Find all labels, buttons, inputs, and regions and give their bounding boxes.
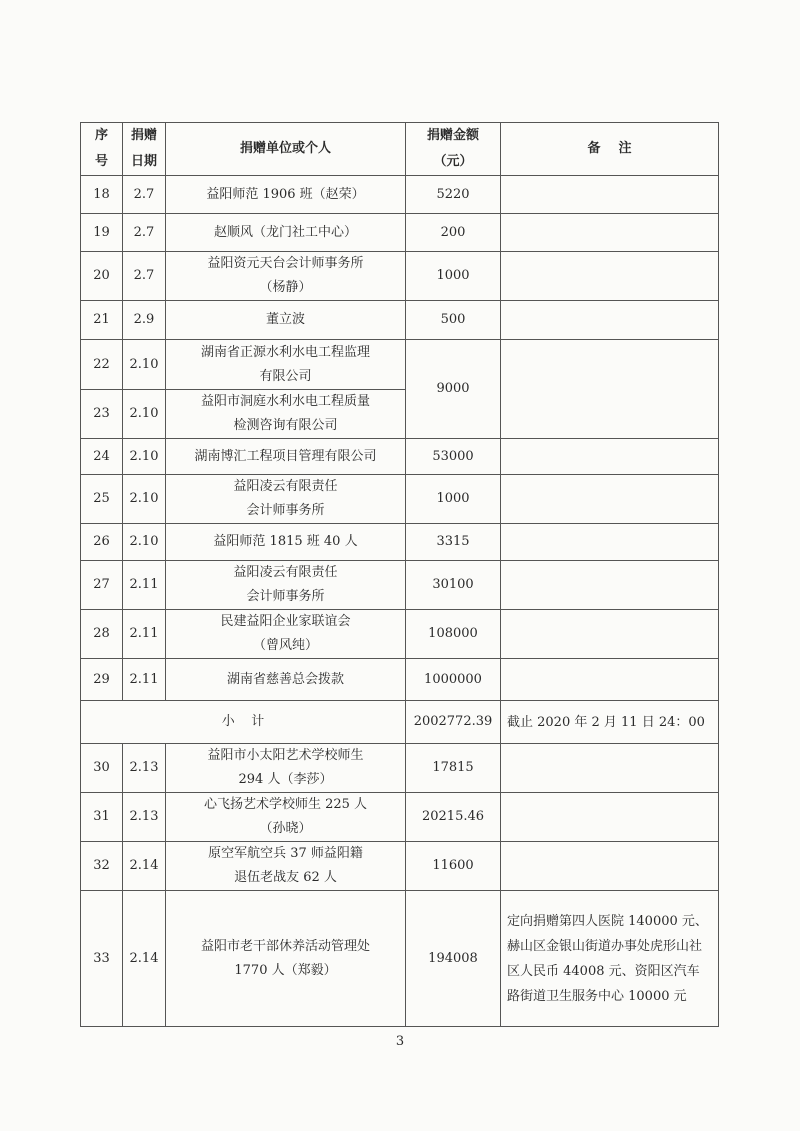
row-seq: 21 bbox=[81, 301, 123, 340]
header-amount: 捐赠金额 （元） bbox=[406, 123, 501, 176]
row-date: 2.10 bbox=[123, 439, 166, 475]
row-note bbox=[501, 439, 719, 475]
row-note bbox=[501, 659, 719, 701]
row-amount: 11600 bbox=[406, 842, 501, 891]
row-amount: 200 bbox=[406, 214, 501, 252]
row-note bbox=[501, 176, 719, 214]
donation-table bbox=[80, 122, 719, 1027]
row-date: 2.7 bbox=[123, 176, 166, 214]
row-note bbox=[501, 301, 719, 340]
table-row bbox=[81, 842, 719, 891]
row-donor: 益阳市老干部休养活动管理处 1770 人（郑毅） bbox=[166, 891, 406, 1027]
row-amount: 194008 bbox=[406, 891, 501, 1027]
row-seq: 27 bbox=[81, 561, 123, 610]
page-number: 3 bbox=[395, 1034, 405, 1049]
row-seq: 19 bbox=[81, 214, 123, 252]
row-note bbox=[501, 842, 719, 891]
row-note: 定向捐赠第四人医院 140000 元、赫山区金银山街道办事处虎形山社区人民币 44008 元、资阳区汽车路街道卫生服务中心 10000 元 bbox=[501, 891, 719, 1027]
row-note bbox=[501, 340, 719, 439]
row-date: 2.14 bbox=[123, 891, 166, 1027]
subtotal-note: 截止 2020 年 2 月 11 日 24：00 bbox=[501, 701, 719, 744]
row-donor: 益阳资元天台会计师事务所 （杨静） bbox=[166, 252, 406, 301]
row-amount: 9000 bbox=[406, 340, 501, 439]
row-donor: 董立波 bbox=[166, 301, 406, 340]
row-note bbox=[501, 214, 719, 252]
table-row bbox=[81, 439, 719, 475]
row-donor: 益阳师范 1815 班 40 人 bbox=[166, 524, 406, 561]
table-row bbox=[81, 301, 719, 340]
row-donor: 原空军航空兵 37 师益阳籍 退伍老战友 62 人 bbox=[166, 842, 406, 891]
row-donor: 益阳师范 1906 班（赵荣） bbox=[166, 176, 406, 214]
row-amount: 108000 bbox=[406, 610, 501, 659]
table-row bbox=[81, 610, 719, 659]
table-row bbox=[81, 659, 719, 701]
row-donor: 益阳市小太阳艺术学校师生 294 人（李莎） bbox=[166, 744, 406, 793]
row-note bbox=[501, 524, 719, 561]
row-seq: 30 bbox=[81, 744, 123, 793]
row-seq: 25 bbox=[81, 475, 123, 524]
table-row bbox=[81, 524, 719, 561]
table-row bbox=[81, 793, 719, 842]
table-row bbox=[81, 891, 719, 1027]
row-amount: 30100 bbox=[406, 561, 501, 610]
table-row bbox=[81, 340, 719, 390]
row-note bbox=[501, 561, 719, 610]
row-donor: 民建益阳企业家联谊会 （曾风纯） bbox=[166, 610, 406, 659]
table-header-row bbox=[81, 123, 719, 176]
row-amount: 500 bbox=[406, 301, 501, 340]
row-seq: 24 bbox=[81, 439, 123, 475]
row-donor: 益阳市洞庭水利水电工程质量 检测咨询有限公司 bbox=[166, 390, 406, 439]
row-seq: 33 bbox=[81, 891, 123, 1027]
row-donor: 湖南省慈善总会拨款 bbox=[166, 659, 406, 701]
row-donor: 益阳凌云有限责任 会计师事务所 bbox=[166, 475, 406, 524]
row-date: 2.11 bbox=[123, 610, 166, 659]
row-donor: 益阳凌云有限责任 会计师事务所 bbox=[166, 561, 406, 610]
table-row bbox=[81, 475, 719, 524]
row-amount: 1000000 bbox=[406, 659, 501, 701]
row-note bbox=[501, 793, 719, 842]
table-row bbox=[81, 744, 719, 793]
row-date: 2.10 bbox=[123, 475, 166, 524]
row-seq: 32 bbox=[81, 842, 123, 891]
row-note bbox=[501, 610, 719, 659]
table-row bbox=[81, 214, 719, 252]
row-date: 2.10 bbox=[123, 390, 166, 439]
row-date: 2.7 bbox=[123, 214, 166, 252]
row-amount: 53000 bbox=[406, 439, 501, 475]
row-seq: 26 bbox=[81, 524, 123, 561]
header-seq: 序 号 bbox=[81, 123, 123, 176]
row-amount: 1000 bbox=[406, 475, 501, 524]
row-donor: 湖南省正源水利水电工程监理 有限公司 bbox=[166, 340, 406, 390]
row-date: 2.13 bbox=[123, 793, 166, 842]
header-donor: 捐赠单位或个人 bbox=[166, 123, 406, 176]
row-amount: 1000 bbox=[406, 252, 501, 301]
row-date: 2.13 bbox=[123, 744, 166, 793]
row-date: 2.9 bbox=[123, 301, 166, 340]
row-seq: 23 bbox=[81, 390, 123, 439]
row-date: 2.10 bbox=[123, 340, 166, 390]
row-amount: 3315 bbox=[406, 524, 501, 561]
row-seq: 18 bbox=[81, 176, 123, 214]
header-date: 捐赠 日期 bbox=[123, 123, 166, 176]
row-date: 2.7 bbox=[123, 252, 166, 301]
row-date: 2.11 bbox=[123, 659, 166, 701]
row-seq: 31 bbox=[81, 793, 123, 842]
row-date: 2.14 bbox=[123, 842, 166, 891]
row-donor: 赵顺风（龙门社工中心） bbox=[166, 214, 406, 252]
row-amount: 5220 bbox=[406, 176, 501, 214]
row-seq: 20 bbox=[81, 252, 123, 301]
subtotal-amount: 2002772.39 bbox=[406, 701, 501, 744]
row-donor: 湖南博汇工程项目管理有限公司 bbox=[166, 439, 406, 475]
table-row bbox=[81, 252, 719, 301]
header-note: 备 注 bbox=[501, 123, 719, 176]
subtotal-row bbox=[81, 701, 719, 744]
table-row bbox=[81, 561, 719, 610]
row-donor: 心飞扬艺术学校师生 225 人 （孙晓） bbox=[166, 793, 406, 842]
row-note bbox=[501, 475, 719, 524]
row-seq: 28 bbox=[81, 610, 123, 659]
row-seq: 29 bbox=[81, 659, 123, 701]
row-date: 2.11 bbox=[123, 561, 166, 610]
row-date: 2.10 bbox=[123, 524, 166, 561]
subtotal-label: 小 计 bbox=[81, 701, 406, 744]
row-note bbox=[501, 744, 719, 793]
row-amount: 20215.46 bbox=[406, 793, 501, 842]
table-row bbox=[81, 176, 719, 214]
row-amount: 17815 bbox=[406, 744, 501, 793]
row-note bbox=[501, 252, 719, 301]
row-seq: 22 bbox=[81, 340, 123, 390]
